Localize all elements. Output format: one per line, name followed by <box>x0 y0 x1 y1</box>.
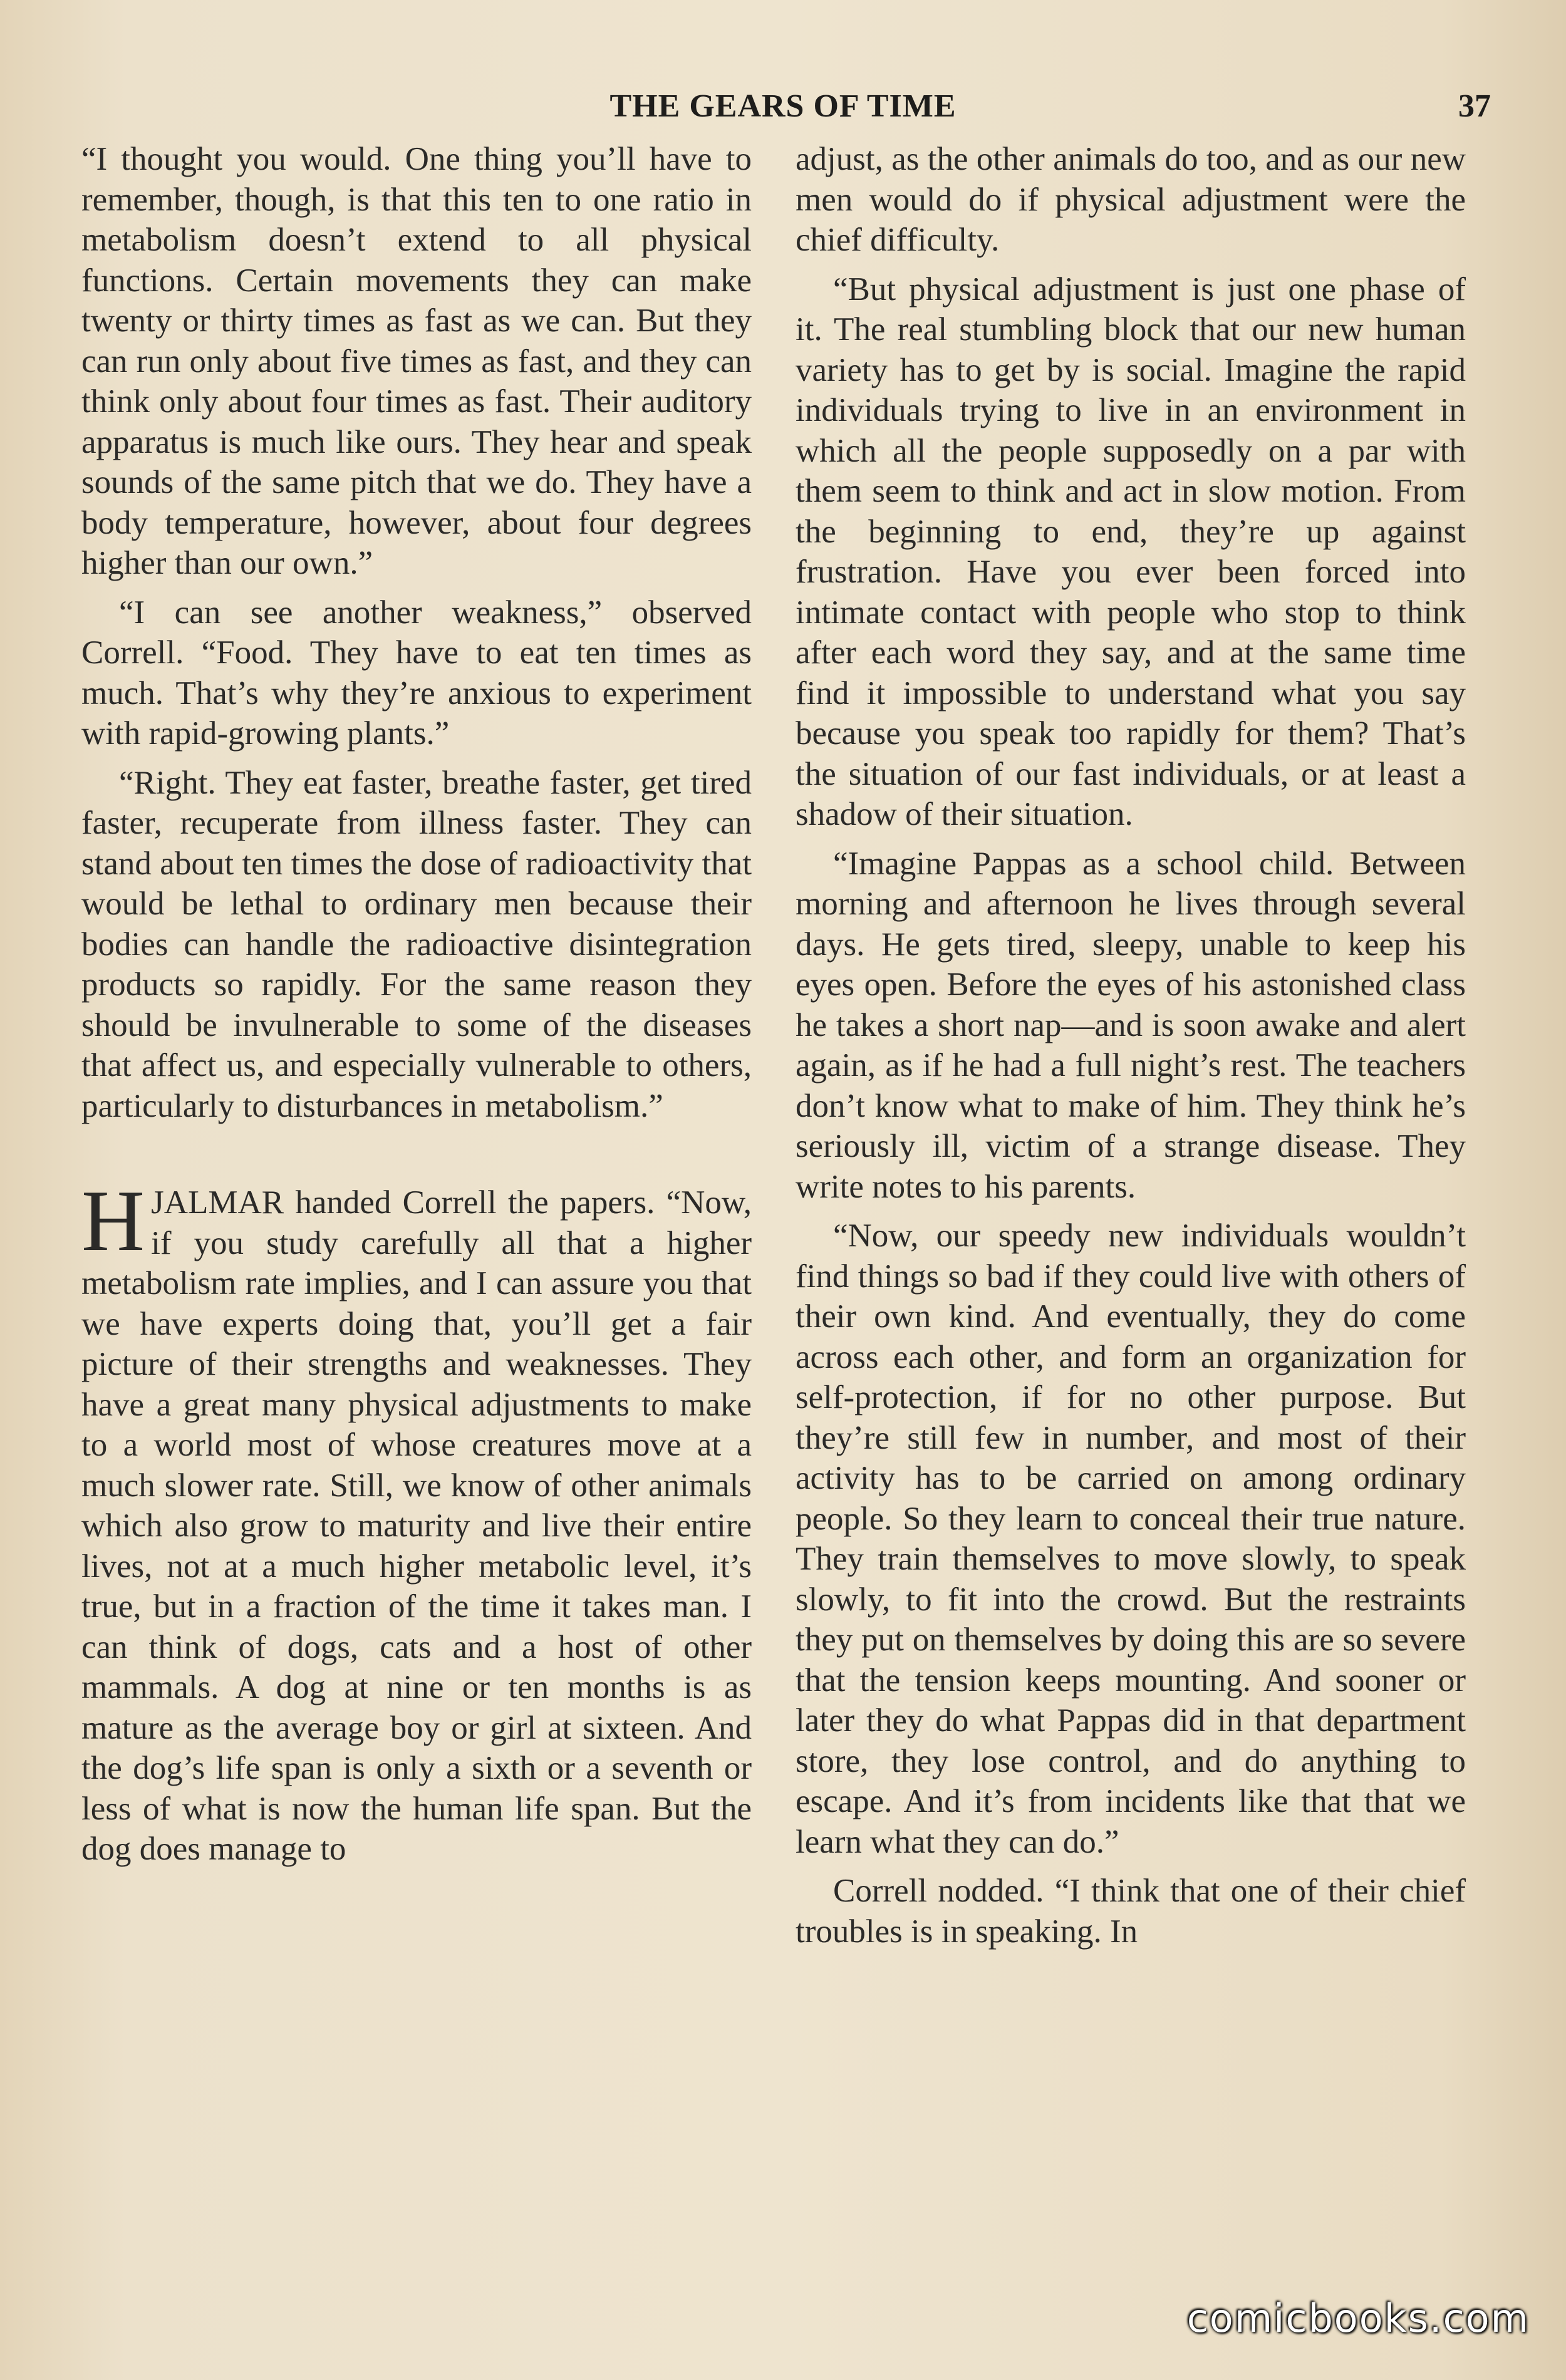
left-paragraph-4 <box>81 1172 752 1870</box>
right-paragraph-1: adjust, as the other animals do too, and as our new men would do if physical adjustment were the chief difficulty. <box>796 141 1466 258</box>
watermark: comicbooks.com <box>1186 2295 1530 2341</box>
left-paragraph-3: “Right. They eat faster, breathe faster, get tired faster, recuperate from illness faster. They can stand about ten times the dose of radioactivity that would be lethal to ordinary men because their bodies can handle the radioactive disintegration products so rapidly. For the same reason they should be invulnerable to some of the diseases that affect us, and especially vulnerable to others, particularly to disturbances in metabolism.” <box>81 764 752 1124</box>
right-paragraph-5: Correll nodded. “I think that one of their chief troubles is in speaking. In <box>796 1873 1466 1950</box>
right-paragraph-4: “Now, our speedy new individuals wouldn’t find things so bad if they could live with others of their own kind. And eventually, they do come across each other, and form an organization for self-protection, if for no other purpose. But they’re still few in number, and most of their activity has to be carried on among ordinary people. So they learn to conceal their true nature. They train themselves to move slowly, to speak slowly, to fit into the crowd. But the restraints they put on themselves by doing this are so severe that the tension keeps mounting. And sooner or later they do what Pappas did in that department store, they lose control, and do anything to escape. And it’s from incidents like that that we learn what they can do.” <box>796 1218 1466 1860</box>
right-paragraph-2: “But physical adjustment is just one phase of it. The real stumbling block that our new human variety has to get by is social. Imagine the rapid individuals trying to live in an environment in which all the people supposedly on a par with them seem to think and act in slow motion. From the beginning to end, they’re up against frustration. Have you ever been forced into intimate contact with people who stop to think after each word they say, and at the same time find it impossible to understand what you say because you speak too rapidly for them? That’s the situation of our fast individuals, or at least a shadow of their situation. <box>796 271 1466 832</box>
left-paragraph-2: “I can see another weakness,” observed Correll. “Food. They have to eat ten times as much. That’s why they’re anxious to experiment with rapid-growing plants.” <box>81 594 752 752</box>
left-paragraph-4-text: JALMAR handed Correll the papers. “Now, if you study carefully all that a higher metabolism rate implies, and I can assure you that we have experts doing that, you’ll get a fair picture of their strengths and weaknesses. They have a great many physical adjustments to make to a world most of whose creatures move at a much slower rate. Still, we know of other animals which also grow to maturity and live their entire lives, not at a much higher metabolic level, it’s true, but in a fraction of the time it takes man. I can think of dogs, cats and a host of other mammals. A dog at nine or ten months is as mature as the average boy or girl at sixteen. And the dog’s life span is only a sixth or a seventh or less of what is now the human life span. But the dog does manage to <box>81 1184 752 1867</box>
running-title: THE GEARS OF TIME <box>609 88 957 124</box>
right-column <box>796 139 1466 1960</box>
page-header <box>75 88 1491 132</box>
left-column <box>81 139 752 1878</box>
page-number: 37 <box>1458 88 1491 124</box>
right-paragraph-3: “Imagine Pappas as a school child. Between morning and afternoon he lives through several days. He gets tired, sleepy, unable to keep his eyes open. Before the eyes of his astonished class he takes a short nap—and is soon awake and alert again, as if he had a full night’s rest. The teachers don’t know what to make of him. They think he’s seriously ill, victim of a strange disease. They write notes to his parents. <box>796 845 1466 1205</box>
left-paragraph-1: “I thought you would. One thing you’ll have to remember, though, is that this ten to one ratio in metabolism doesn’t extend to all physical functions. Certain movements they can make twenty or thirty times as fast as we can. But they can run only about five times as fast, and they can think only about four times as fast. Their auditory apparatus is much like ours. They hear and speak sounds of the same pitch that we do. They have a body temperature, however, about four degrees higher than our own.” <box>81 141 752 581</box>
drop-cap: H <box>81 1172 145 1270</box>
